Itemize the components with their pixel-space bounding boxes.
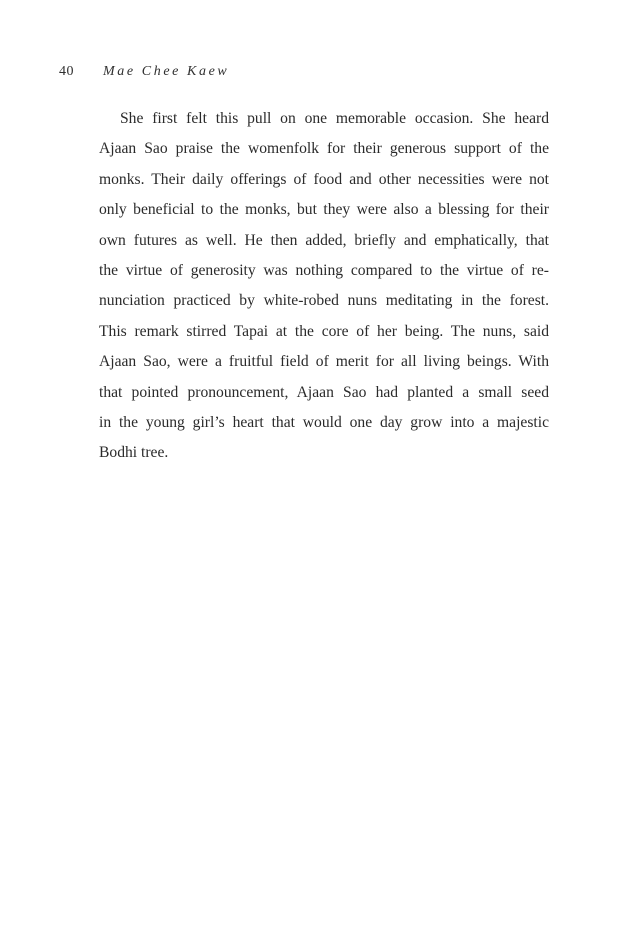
page-number: 40	[59, 64, 74, 79]
paragraph-line: that pointed pronouncement, Ajaan Sao had planted a small seed	[99, 383, 549, 401]
paragraph-line: in the young girl’s heart that would one day grow into a majestic	[99, 413, 549, 431]
paragraph-line: the virtue of generosity was nothing compared to the virtue of re-	[99, 261, 549, 279]
book-title: Mae Chee Kaew	[103, 64, 230, 79]
paragraph-line: monks. Their daily offerings of food and other necessities were not	[99, 170, 549, 188]
paragraph-line: She first felt this pull on one memorable occasion. She heard	[120, 110, 549, 127]
paragraph-line: This remark stirred Tapai at the core of her being. The nuns, said	[99, 322, 549, 340]
paragraph-line: own futures as well. He then added, briefly and emphatically, that	[99, 231, 549, 249]
running-head	[59, 63, 229, 81]
paragraph-line: nunciation practiced by white-robed nuns meditating in the forest.	[99, 292, 549, 310]
paragraph-line: only beneficial to the monks, but they were also a blessing for their	[99, 201, 549, 219]
paragraph-line: Ajaan Sao, were a fruitful field of merit for all living beings. With	[99, 353, 549, 371]
paragraph-line-last: Bodhi tree.	[99, 444, 169, 462]
body-paragraph	[99, 104, 549, 469]
paragraph-line: Ajaan Sao praise the womenfolk for their generous support of the	[99, 140, 549, 158]
